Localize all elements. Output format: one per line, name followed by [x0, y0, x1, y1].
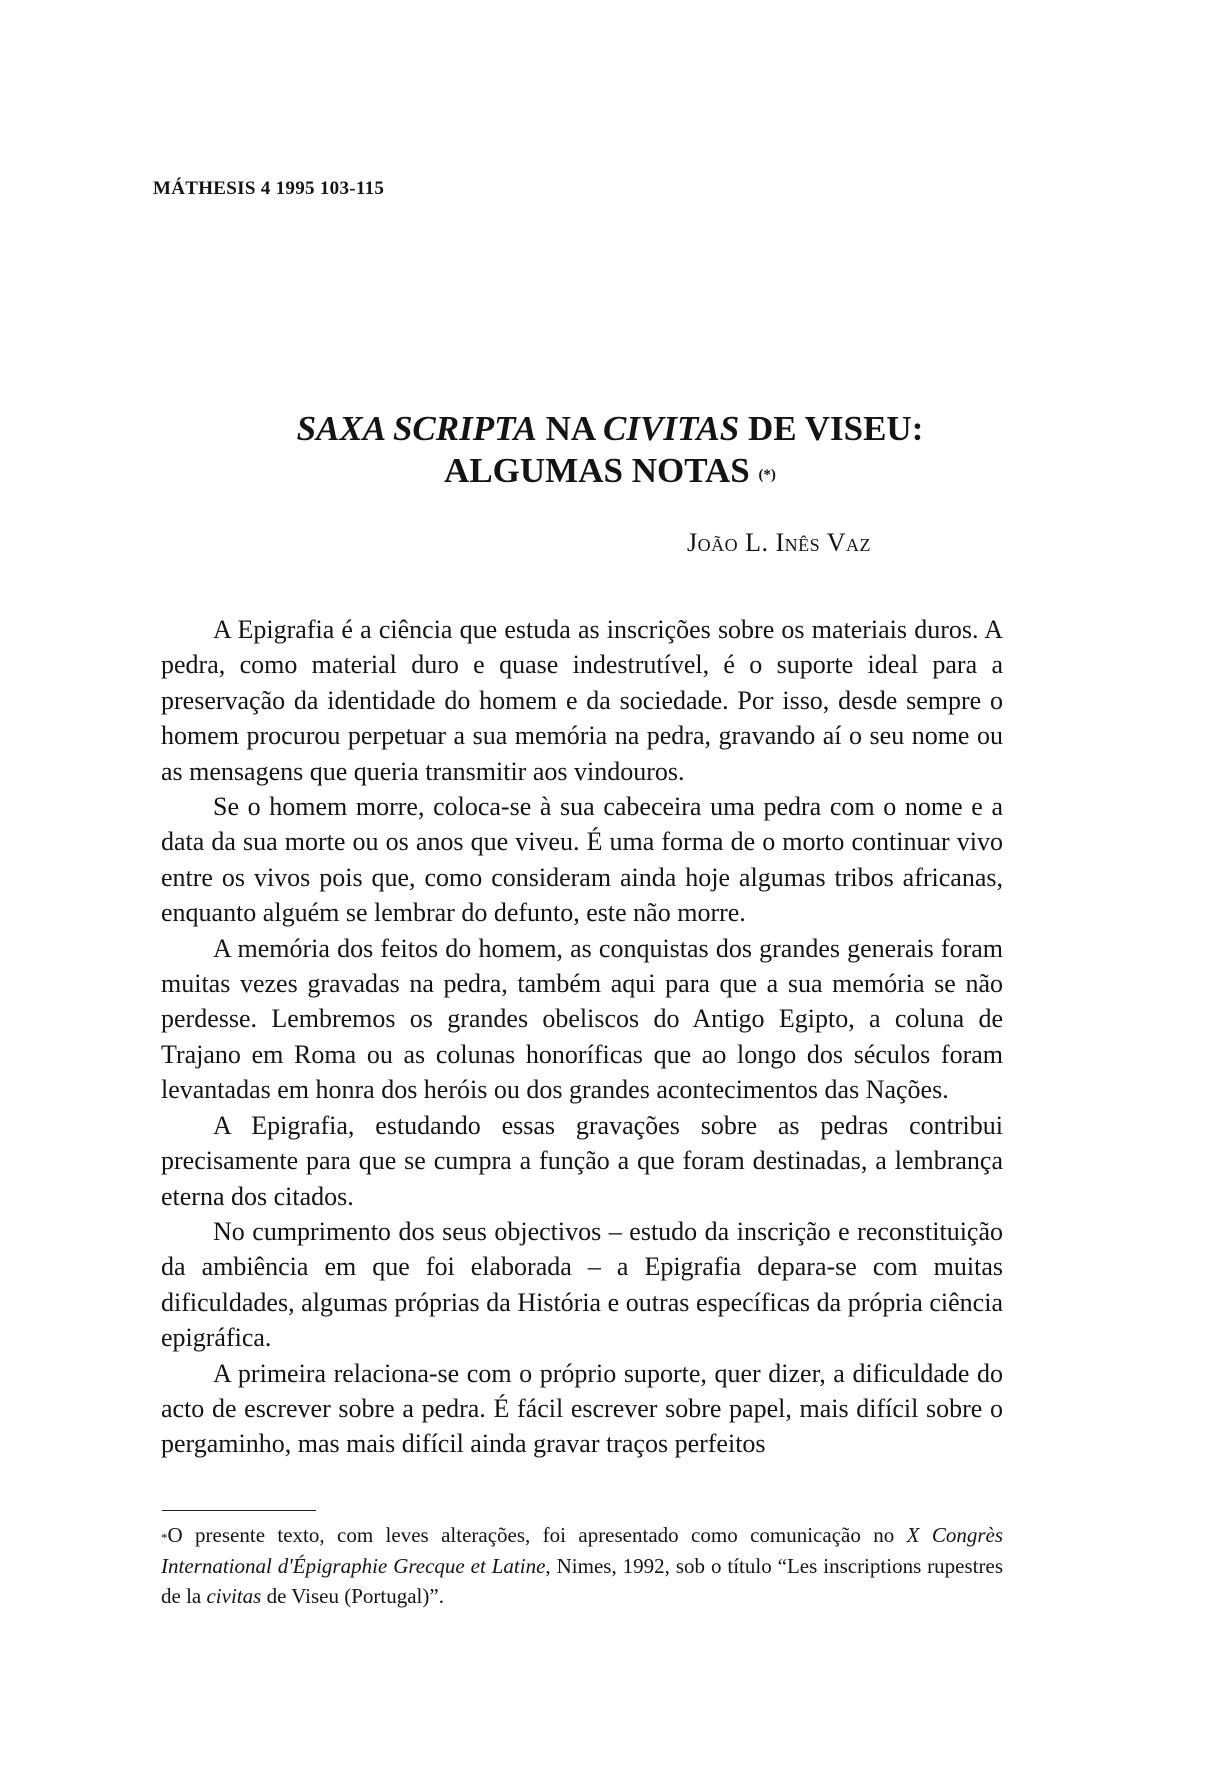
paragraph-5: No cumprimento dos seus objectivos – estudo da inscrição e reconstituição da ambiência em que foi elaborada – a Epigrafia depara-se com muitas dificuldades, algumas próprias da História e outras específicas da própria ciência epigráfica. [161, 1216, 1003, 1353]
paragraph-6: A primeira relaciona-se com o próprio suporte, quer dizer, a dificuldade do acto de escrever sobre a pedra. É fácil escrever sobre papel, mais difícil sobre o pergaminho, mas mais difícil ainda gravar traços perfeitos [161, 1358, 1003, 1459]
footnote-mark: * [161, 1530, 168, 1545]
title-line-1 [150, 408, 1070, 450]
footnote-text-c: de Viseu (Portugal)”. [261, 1584, 444, 1608]
footnote-italic-congress: X Congrès International d'Épigraphie Grecque et Latine [161, 1523, 1004, 1578]
title-italic-saxa-scripta: SAXA SCRIPTA [296, 409, 537, 448]
title-text-algumas-notas: ALGUMAS NOTAS [444, 451, 759, 490]
footnote-italic-civitas: civitas [206, 1584, 262, 1608]
title-note-mark: (*) [758, 467, 776, 483]
paragraph-2: Se o homem morre, coloca-se à sua cabeceira uma pedra com o nome e a data da sua morte ou os anos que viveu. É uma forma de o morto continuar vivo entre os vivos pois que, como consideram ainda hoje algumas tribos africanas, enquanto alguém se lembrar do defunto, este não morre. [161, 792, 1003, 928]
article-title [150, 408, 1070, 492]
footnote-divider [162, 1510, 316, 1511]
title-italic-civitas: CIVITAS [603, 409, 740, 448]
footnote [161, 1520, 1003, 1612]
title-text-na: NA [536, 409, 604, 448]
paragraph-1: A Epigrafia é a ciência que estuda as inscrições sobre os materiais duros. A pedra, como material duro e quase indestrutível, é o suporte ideal para a preservação da identidade do homem e da sociedade. Por isso, desde sempre o homem procurou perpetuar a sua memória na pedra, gravando aí o seu nome ou as mensagens que queria transmitir aos vindouros. [161, 615, 1003, 786]
article-body [161, 612, 1003, 1462]
title-line-2 [150, 450, 1070, 492]
footnote-text-b: , Nimes, 1992, sob o título “Les inscriptions rupestres de la [161, 1553, 1003, 1608]
paragraph-4: A Epigrafia, estudando essas gravações sobre as pedras contribui precisamente para que se cumpra a função a que foram destinadas, a lembrança eterna dos citados. [161, 1110, 1003, 1211]
footnote-text-a: O presente texto, com leves alterações, foi apresentado como comunicação no [167, 1523, 907, 1547]
author-name: João L. Inês Vaz [687, 528, 871, 557]
title-text-de-viseu: DE VISEU: [739, 409, 924, 448]
running-head: MÁTHESIS 4 1995 103-115 [153, 178, 385, 199]
paragraph-3: A memória dos feitos do homem, as conquistas dos grandes generais foram muitas vezes gravadas na pedra, também aqui para que a sua memória se não perdesse. Lembremos os grandes obeliscos do Antigo Egipto, a coluna de Trajano em Roma ou as colunas honoríficas que ao longo dos séculos foram levantadas em honra dos heróis ou dos grandes acontecimentos das Nações. [161, 933, 1003, 1105]
